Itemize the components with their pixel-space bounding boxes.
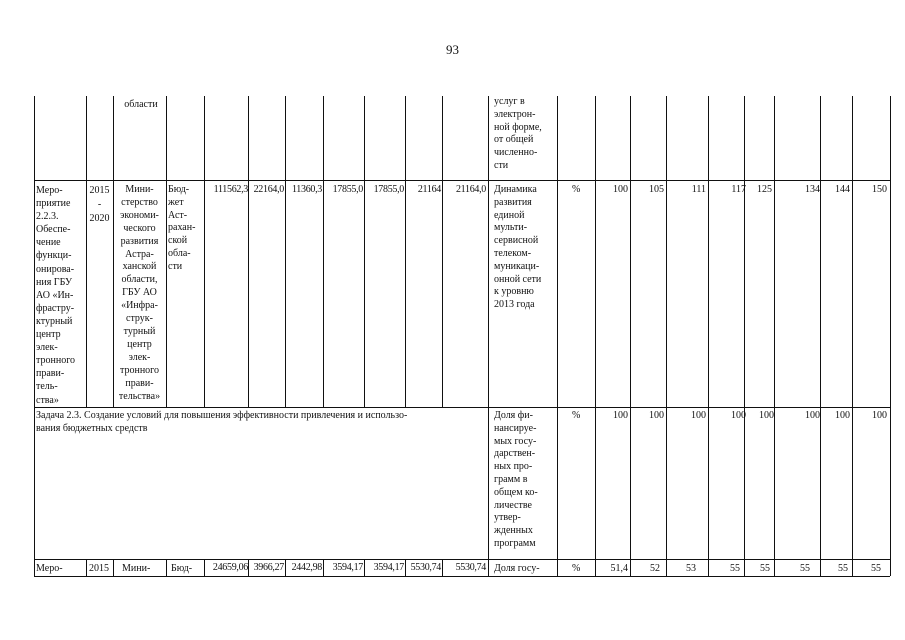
table-vertical-rule xyxy=(204,559,205,576)
value-2020-task-2-3: 100 xyxy=(835,410,850,421)
amount-2020-bottom: 5530,74 xyxy=(455,562,486,573)
amount-2019-bottom: 5530,74 xyxy=(410,562,441,573)
table-vertical-rule xyxy=(890,96,891,576)
value-2018-bottom: 55 xyxy=(760,563,770,574)
table-horizontal-rule xyxy=(34,559,890,560)
unit-task-2-3: % xyxy=(572,410,581,421)
indicator-cell-top: услуг в электрон- ной форме, от общей численно- сти xyxy=(494,96,542,171)
unit-bottom: % xyxy=(572,563,581,574)
amount-2018-2-2-3: 17855,0 xyxy=(373,184,404,195)
executor-bottom: Мини- xyxy=(122,563,151,574)
value-2017-bottom: 55 xyxy=(730,563,740,574)
table-vertical-rule xyxy=(323,96,324,407)
years-bottom: 2015 xyxy=(89,563,109,574)
table-vertical-rule xyxy=(323,559,324,576)
table-vertical-rule xyxy=(113,559,114,576)
table-vertical-rule xyxy=(442,96,443,407)
indicator-bottom: Доля госу- xyxy=(494,563,540,574)
amount-2017-bottom: 3594,17 xyxy=(332,562,363,573)
table-vertical-rule xyxy=(595,96,596,576)
measure-bottom: Меро- xyxy=(36,563,63,574)
table-vertical-rule xyxy=(708,96,709,576)
table-vertical-rule xyxy=(820,96,821,576)
value-2015-2-2-3: 105 xyxy=(649,184,664,195)
value-2016-bottom: 53 xyxy=(686,563,696,574)
amount-2015-bottom: 3966,27 xyxy=(253,562,284,573)
table-vertical-rule xyxy=(285,96,286,407)
page-number: 93 xyxy=(446,42,459,57)
table-vertical-rule xyxy=(248,96,249,407)
task-2-3-line2: вания бюджетных средств xyxy=(36,423,148,434)
table-vertical-rule xyxy=(166,559,167,576)
table-vertical-rule xyxy=(405,96,406,407)
table-vertical-rule xyxy=(34,96,35,576)
amount-2020-2-2-3: 21164,0 xyxy=(455,184,486,195)
value-2018-2-2-3: 125 xyxy=(757,184,772,195)
amount-2018-bottom: 3594,17 xyxy=(373,562,404,573)
table-vertical-rule xyxy=(630,96,631,576)
amount-2015-2-2-3: 22164,0 xyxy=(253,184,284,195)
region-cell-top: области xyxy=(124,99,158,110)
value-2020-bottom: 55 xyxy=(838,563,848,574)
value-base-2-2-3: 100 xyxy=(613,184,628,195)
value-2020-2-2-3: 144 xyxy=(835,184,850,195)
table-vertical-rule xyxy=(405,559,406,576)
source-bottom: Бюд- xyxy=(171,563,193,574)
years-2-2-3: 2015 - 2020 xyxy=(89,185,110,224)
amount-2019-2-2-3: 21164 xyxy=(417,184,441,195)
table-vertical-rule xyxy=(86,559,87,576)
value-base-bottom: 51,4 xyxy=(610,563,628,574)
value-2018-task-2-3: 100 xyxy=(759,410,774,421)
table-vertical-rule xyxy=(666,96,667,576)
value-2017-task-2-3: 100 xyxy=(731,410,746,421)
value-2015-task-2-3: 100 xyxy=(649,410,664,421)
measure-2-2-3: Меро- приятие 2.2.3. Обеспе- чение функци- онирова- ния ГБУ АО «Ин- фрастру- ктурный центр элек- тронного прави- тель- ства» xyxy=(36,185,76,406)
amount-total-bottom: 24659,06 xyxy=(212,562,248,573)
indicator-2-2-3: Динамика развития единой мульти- сервисной телеком- муникаци- онной сети к уровню 2013 года xyxy=(494,184,542,311)
amount-2017-2-2-3: 17855,0 xyxy=(332,184,363,195)
table-vertical-rule xyxy=(86,96,87,407)
value-2015-bottom: 52 xyxy=(650,563,660,574)
value-2019-bottom: 55 xyxy=(800,563,810,574)
executor-2-2-3: Мини- стерство экономи- ческого развития Астра- ханской области, ГБУ АО «Инфра- струк- турный центр элек- тронного прави- тельства» xyxy=(118,184,161,402)
table-vertical-rule xyxy=(364,96,365,407)
table-horizontal-rule xyxy=(34,180,890,181)
unit-2-2-3: % xyxy=(572,184,581,195)
amount-2016-bottom: 2442,98 xyxy=(291,562,322,573)
source-2-2-3: Бюд- жет Аст- рахан- ской обла- сти xyxy=(168,184,196,272)
task-2-3-line1: Задача 2.3. Создание условий для повышения эффективности привлечения и использо- xyxy=(36,410,408,421)
table-vertical-rule xyxy=(364,559,365,576)
table-vertical-rule xyxy=(744,96,745,576)
value-final-2-2-3: 150 xyxy=(872,184,887,195)
value-2019-task-2-3: 100 xyxy=(805,410,820,421)
table-vertical-rule xyxy=(557,96,558,576)
table-vertical-rule xyxy=(166,96,167,407)
table-vertical-rule xyxy=(248,559,249,576)
table-vertical-rule xyxy=(204,96,205,407)
value-final-bottom: 55 xyxy=(871,563,881,574)
table-vertical-rule xyxy=(285,559,286,576)
value-base-task-2-3: 100 xyxy=(613,410,628,421)
indicator-task-2-3: Доля фи- нансируе- мых госу- дарствен- ных про- грамм в общем ко- личестве утвер- жденных программ xyxy=(494,410,538,549)
table-vertical-rule xyxy=(442,559,443,576)
value-final-task-2-3: 100 xyxy=(872,410,887,421)
amount-2016-2-2-3: 11360,3 xyxy=(291,184,322,195)
value-2016-2-2-3: 111 xyxy=(691,184,706,195)
value-2019-2-2-3: 134 xyxy=(805,184,820,195)
amount-total-2-2-3: 111562,3 xyxy=(213,184,248,195)
table-horizontal-rule xyxy=(34,407,890,408)
table-vertical-rule xyxy=(488,96,489,576)
value-2016-task-2-3: 100 xyxy=(691,410,706,421)
table-vertical-rule xyxy=(774,96,775,576)
table-vertical-rule xyxy=(852,96,853,576)
value-2017-2-2-3: 117 xyxy=(731,184,746,195)
table-horizontal-rule xyxy=(34,576,890,577)
